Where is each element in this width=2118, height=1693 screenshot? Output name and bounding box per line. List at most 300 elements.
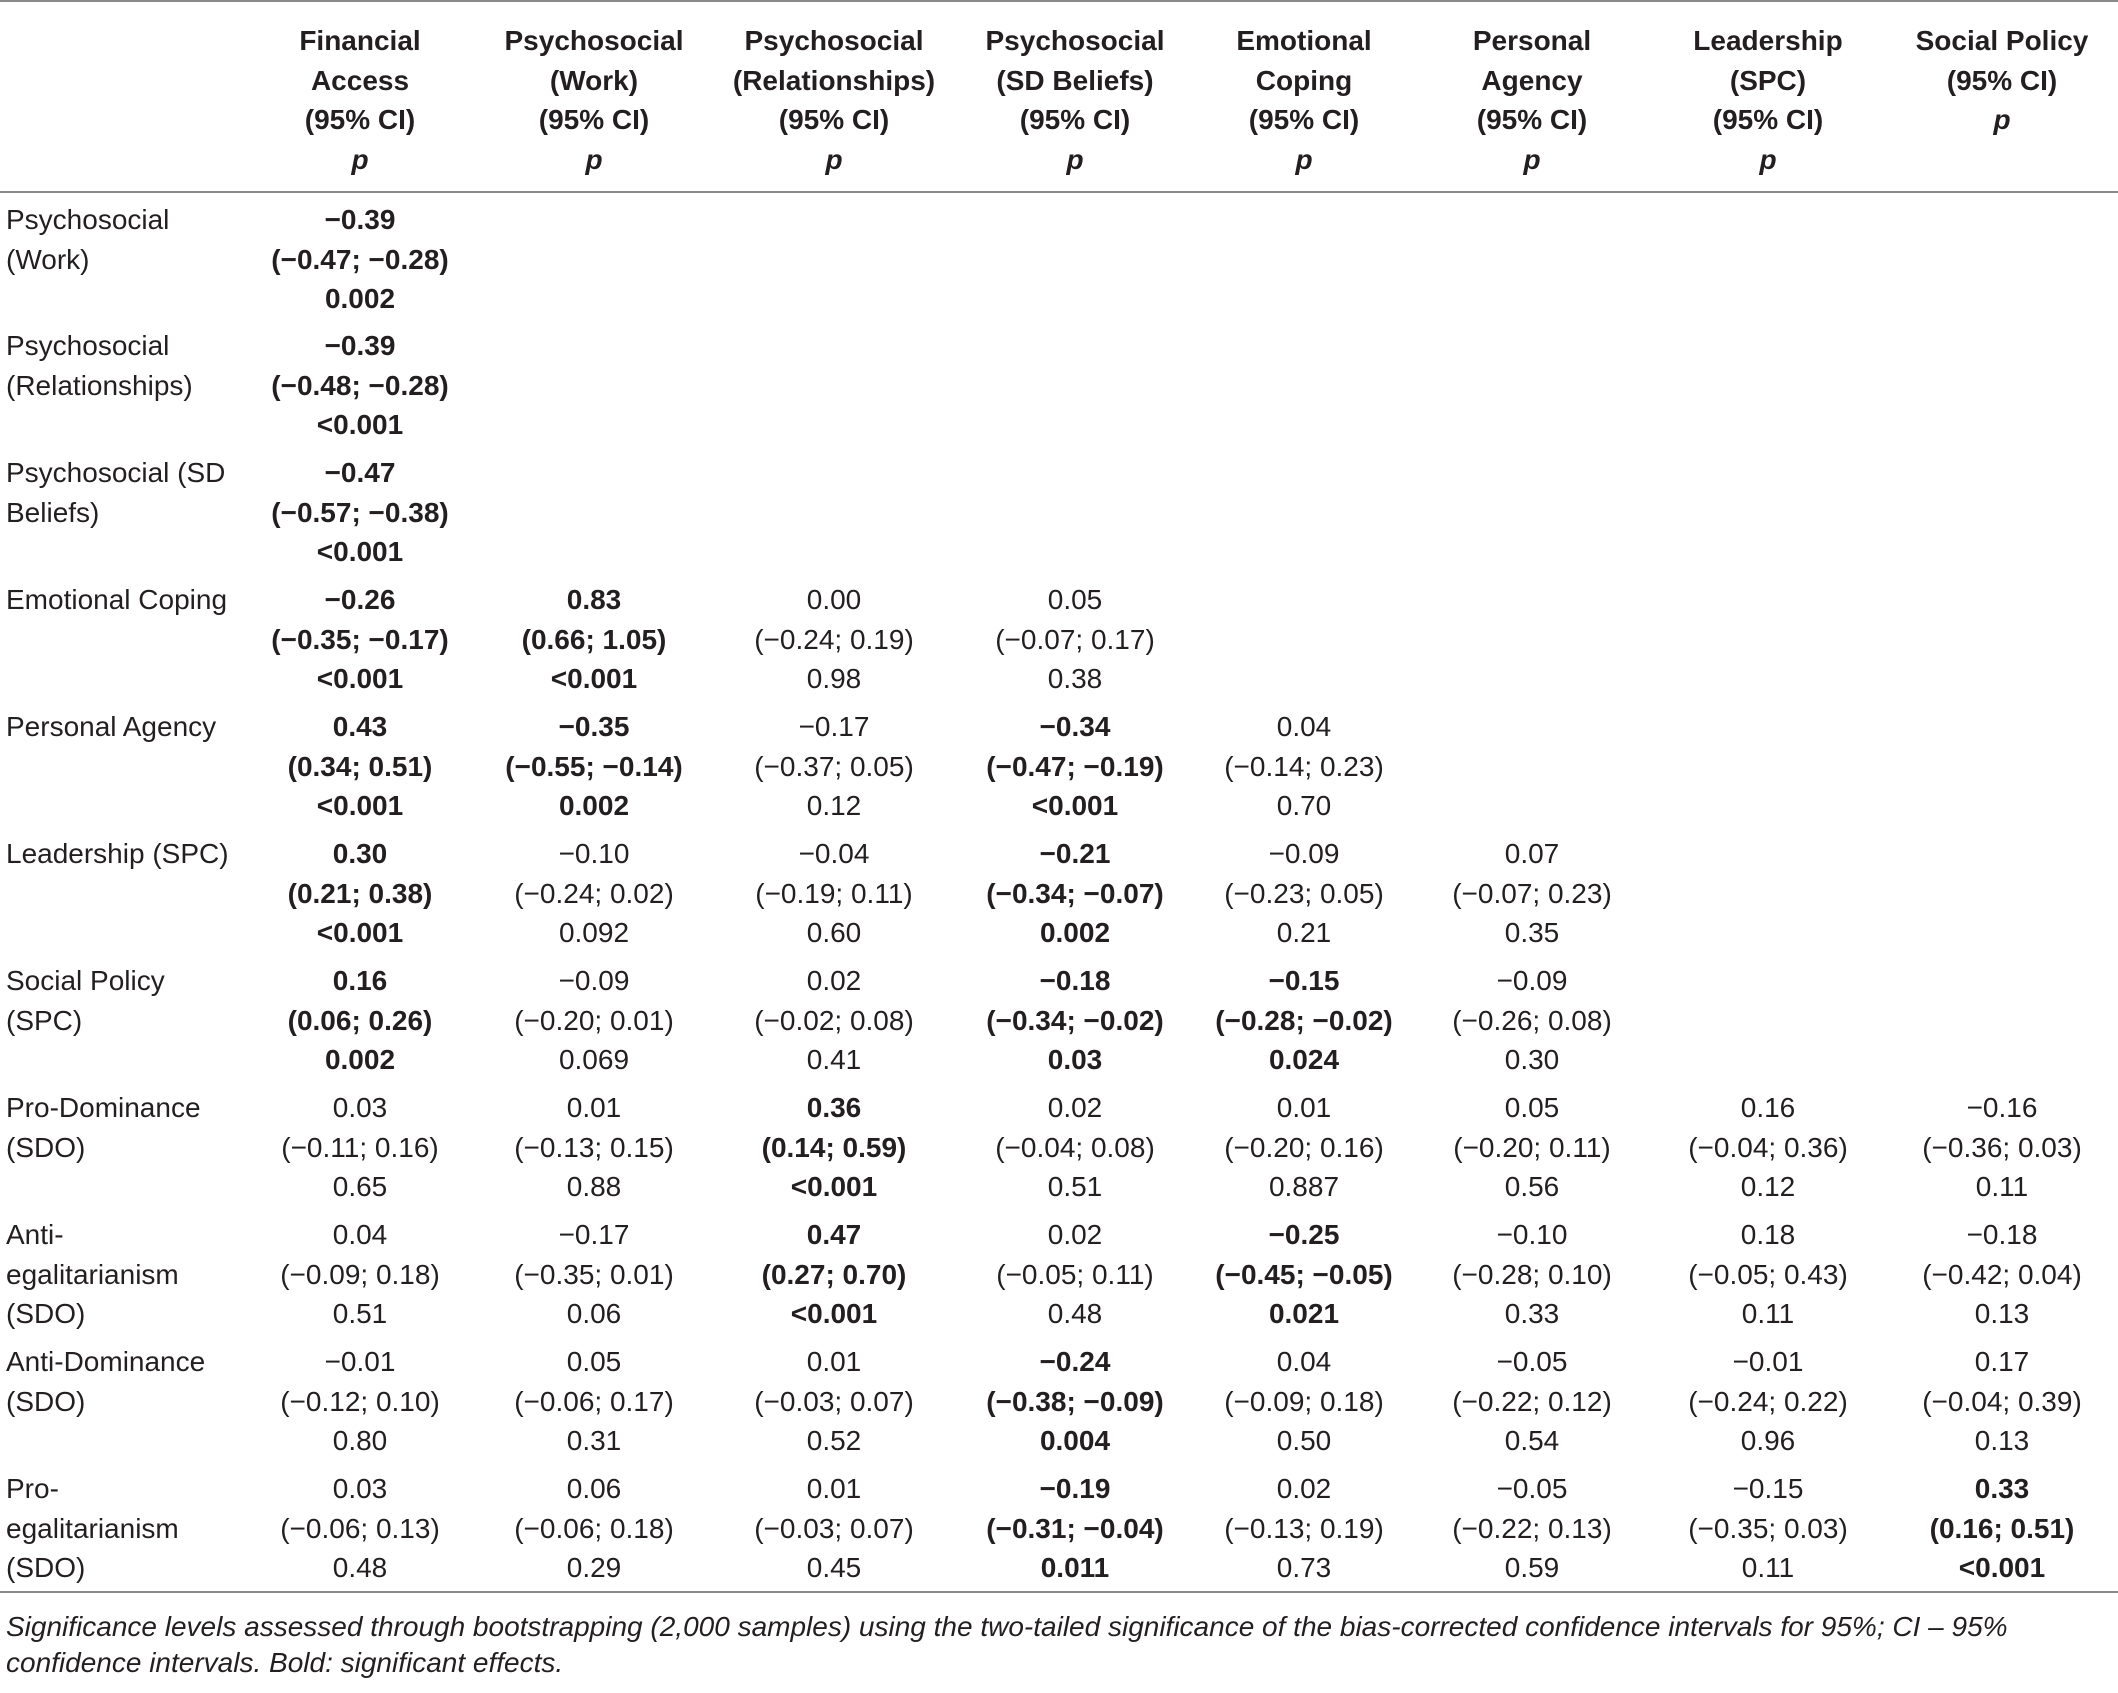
column-header-line: Psychosocial: [744, 25, 924, 56]
empty-cell: [476, 192, 712, 319]
row-label-emotional-coping: [0, 573, 244, 700]
cell-confidence-interval: (−0.04; 0.36): [1688, 1131, 1848, 1163]
column-header-line: Leadership: [1693, 25, 1843, 56]
empty-cell: [1650, 319, 1886, 446]
column-header-line: (95% CI): [538, 104, 650, 135]
table-cell: [244, 1208, 476, 1335]
table-cell: [244, 1081, 476, 1208]
table-header: [0, 1, 2118, 192]
cell-p-value: 0.11: [1741, 1298, 1795, 1330]
cell-confidence-interval: (0.16; 0.51): [1929, 1512, 2075, 1544]
table-cell: [1650, 1208, 1886, 1335]
cell-estimate: 0.04: [332, 1219, 388, 1250]
table-row-psychosocial-sd-beliefs: [0, 446, 2118, 573]
row-label-line: Personal Agency: [6, 711, 217, 742]
cell-estimate: −0.04: [798, 838, 870, 869]
cell-p-value: <0.001: [316, 790, 404, 822]
column-header-line: (SPC): [1729, 64, 1807, 96]
table-cell: [476, 1081, 712, 1208]
cell-estimate: 0.02: [1276, 1473, 1332, 1504]
table-cell: [1414, 1462, 1650, 1592]
table-footnote: Significance levels assessed through bootstrapping (2,000 samples) using the two-tailed significance of the bias-corrected confidence intervals for 95%; CI – 95% confidence intervals. Bold: significant effects.: [6, 1611, 2008, 1678]
empty-cell: [1650, 700, 1886, 827]
column-header-line: Emotional: [1236, 25, 1372, 56]
row-label-line: Beliefs): [6, 496, 100, 528]
cell-confidence-interval: (0.14; 0.59): [761, 1131, 907, 1163]
row-label-line: (SDO): [6, 1552, 86, 1584]
empty-cell: [1194, 192, 1414, 319]
cell-p-value: 0.03: [1047, 1044, 1103, 1076]
cell-estimate: −0.01: [324, 1346, 396, 1377]
empty-cell: [956, 319, 1194, 446]
cell-estimate: 0.17: [1974, 1346, 2030, 1377]
cell-confidence-interval: (−0.20; 0.01): [514, 1004, 674, 1036]
column-header-line: Coping: [1255, 64, 1353, 96]
cell-confidence-interval: (−0.22; 0.13): [1452, 1512, 1612, 1544]
cell-estimate: 0.01: [806, 1473, 862, 1504]
cell-estimate: 0.03: [332, 1092, 388, 1123]
row-label-line: egalitarianism: [6, 1512, 179, 1544]
table-cell: [1194, 827, 1414, 954]
cell-confidence-interval: (−0.38; −0.09): [986, 1385, 1164, 1417]
cell-estimate: −0.18: [1039, 965, 1111, 996]
column-header-social-policy: [1886, 1, 2118, 192]
empty-cell: [956, 446, 1194, 573]
table-cell: [476, 954, 712, 1081]
cell-confidence-interval: (−0.34; −0.07): [986, 877, 1164, 909]
row-label-line: (Work): [6, 243, 90, 275]
table-cell: [1886, 1208, 2118, 1335]
column-header-line: (95% CI): [1946, 64, 2058, 96]
row-label-line: Anti-Dominance: [6, 1346, 206, 1377]
row-label-line: (SDO): [6, 1131, 86, 1163]
cell-estimate: −0.47: [324, 457, 396, 488]
empty-cell: [1886, 954, 2118, 1081]
cell-confidence-interval: (−0.37; 0.05): [754, 750, 914, 782]
cell-p-value: <0.001: [316, 663, 404, 695]
cell-estimate: −0.25: [1268, 1219, 1340, 1250]
cell-confidence-interval: (−0.35; 0.01): [514, 1258, 674, 1290]
row-label-line: Psychosocial (SD: [6, 457, 226, 488]
table-cell: [244, 827, 476, 954]
cell-p-value: 0.88: [566, 1171, 622, 1203]
empty-cell: [1194, 319, 1414, 446]
cell-estimate: −0.15: [1268, 965, 1340, 996]
cell-p-value: 0.11: [1975, 1171, 2029, 1203]
column-header-p-label: p: [585, 143, 603, 175]
row-label-personal-agency: [0, 700, 244, 827]
cell-confidence-interval: (−0.24; 0.02): [514, 877, 674, 909]
cell-estimate: −0.09: [1268, 838, 1340, 869]
row-label-line: Pro-Dominance: [6, 1092, 201, 1123]
cell-estimate: 0.02: [1047, 1092, 1103, 1123]
empty-cell: [1414, 700, 1650, 827]
cell-p-value: 0.51: [1047, 1171, 1103, 1203]
table-row-social-policy-spc: [0, 954, 2118, 1081]
cell-confidence-interval: (−0.42; 0.04): [1922, 1258, 2082, 1290]
table-cell: [956, 827, 1194, 954]
cell-estimate: −0.10: [1496, 1219, 1568, 1250]
cell-p-value: 0.004: [1039, 1425, 1111, 1457]
column-header-line: (95% CI): [1248, 104, 1360, 135]
empty-cell: [956, 192, 1194, 319]
cell-confidence-interval: (−0.12; 0.10): [280, 1385, 440, 1417]
empty-cell: [712, 192, 956, 319]
table-cell: [956, 700, 1194, 827]
table-cell: [1194, 954, 1414, 1081]
column-header-line: Financial: [299, 25, 421, 56]
table-row-anti-egalitarianism-sdo: [0, 1208, 2118, 1335]
column-header-psychosocial-sd-beliefs: [956, 1, 1194, 192]
empty-cell: [1886, 319, 2118, 446]
cell-p-value: 0.59: [1504, 1552, 1560, 1584]
cell-confidence-interval: (−0.31; −0.04): [986, 1512, 1164, 1544]
empty-cell: [1650, 192, 1886, 319]
empty-cell: [1886, 700, 2118, 827]
empty-cell: [476, 446, 712, 573]
row-label-line: (SPC): [6, 1004, 83, 1036]
cell-p-value: 0.60: [806, 917, 862, 949]
cell-estimate: −0.09: [558, 965, 630, 996]
cell-confidence-interval: (−0.04; 0.39): [1922, 1385, 2082, 1417]
table-cell: [1414, 1208, 1650, 1335]
cell-confidence-interval: (−0.05; 0.43): [1688, 1258, 1848, 1290]
empty-cell: [1886, 573, 2118, 700]
column-header-p-label: p: [1295, 143, 1313, 175]
row-label-line: (SDO): [6, 1385, 86, 1417]
table-row-anti-dominance-sdo: [0, 1335, 2118, 1462]
empty-cell: [1194, 446, 1414, 573]
cell-confidence-interval: (−0.26; 0.08): [1452, 1004, 1612, 1036]
cell-p-value: 0.80: [332, 1425, 388, 1457]
cell-confidence-interval: (0.21; 0.38): [287, 877, 433, 909]
cell-confidence-interval: (−0.48; −0.28): [271, 369, 449, 401]
header-row: [0, 1, 2118, 192]
table-cell: [956, 954, 1194, 1081]
row-label-line: Anti-: [6, 1219, 64, 1250]
column-header-line: (95% CI): [1476, 104, 1588, 135]
cell-estimate: 0.33: [1974, 1473, 2030, 1504]
row-label-line: Psychosocial: [6, 330, 170, 361]
cell-p-value: 0.35: [1504, 917, 1560, 949]
cell-estimate: 0.18: [1740, 1219, 1796, 1250]
table-row-leadership-spc: [0, 827, 2118, 954]
cell-estimate: 0.02: [806, 965, 862, 996]
column-header-personal-agency: [1414, 1, 1650, 192]
column-header-line: (Work): [549, 64, 639, 96]
column-header-line: Social Policy: [1915, 25, 2089, 56]
table-cell: [712, 1335, 956, 1462]
cell-p-value: 0.98: [806, 663, 862, 695]
table-cell: [476, 1335, 712, 1462]
cell-p-value: <0.001: [316, 409, 404, 441]
table-cell: [244, 192, 476, 319]
cell-confidence-interval: (−0.28; 0.10): [1452, 1258, 1612, 1290]
empty-cell: [1194, 573, 1414, 700]
cell-confidence-interval: (−0.35; −0.17): [271, 623, 449, 655]
empty-cell: [1414, 192, 1650, 319]
table-cell: [1650, 1462, 1886, 1592]
cell-p-value: 0.13: [1974, 1298, 2030, 1330]
cell-confidence-interval: (0.66; 1.05): [521, 623, 667, 655]
empty-cell: [1650, 827, 1886, 954]
cell-estimate: 0.43: [332, 711, 388, 742]
cell-p-value: <0.001: [1958, 1552, 2046, 1584]
column-header-psychosocial-relationships: [712, 1, 956, 192]
cell-p-value: 0.54: [1504, 1425, 1560, 1457]
cell-estimate: 0.07: [1504, 838, 1560, 869]
cell-confidence-interval: (−0.06; 0.18): [514, 1512, 674, 1544]
cell-estimate: −0.21: [1039, 838, 1111, 869]
column-header-line: (SD Beliefs): [996, 64, 1154, 96]
column-header-emotional-coping: [1194, 1, 1414, 192]
cell-p-value: 0.06: [566, 1298, 622, 1330]
table-cell: [1194, 1081, 1414, 1208]
table-row-personal-agency: [0, 700, 2118, 827]
cell-confidence-interval: (−0.36; 0.03): [1922, 1131, 2082, 1163]
table-row-pro-egalitarianism-sdo: [0, 1462, 2118, 1592]
table-cell: [244, 700, 476, 827]
table-cell: [1886, 1462, 2118, 1592]
cell-p-value: 0.50: [1276, 1425, 1332, 1457]
cell-estimate: −0.05: [1496, 1473, 1568, 1504]
cell-estimate: 0.00: [806, 584, 862, 615]
table-cell: [712, 1208, 956, 1335]
column-header-psychosocial-work: [476, 1, 712, 192]
empty-cell: [1886, 827, 2118, 954]
cell-p-value: 0.024: [1268, 1044, 1340, 1076]
cell-p-value: 0.48: [332, 1552, 388, 1584]
cell-p-value: 0.96: [1740, 1425, 1796, 1457]
cell-confidence-interval: (−0.24; 0.19): [754, 623, 914, 655]
table-cell: [712, 1081, 956, 1208]
cell-p-value: 0.11: [1741, 1552, 1795, 1584]
table-cell: [956, 573, 1194, 700]
column-header-p-label: p: [825, 143, 843, 175]
cell-p-value: 0.70: [1276, 790, 1332, 822]
cell-estimate: −0.18: [1966, 1219, 2038, 1250]
row-label-pro-dominance-sdo: [0, 1081, 244, 1208]
cell-confidence-interval: (−0.28; −0.02): [1215, 1004, 1393, 1036]
cell-estimate: −0.19: [1039, 1473, 1111, 1504]
table-row-emotional-coping: [0, 573, 2118, 700]
cell-confidence-interval: (−0.24; 0.22): [1688, 1385, 1848, 1417]
column-header-leadership-spc: [1650, 1, 1886, 192]
cell-confidence-interval: (−0.47; −0.28): [271, 243, 449, 275]
row-label-line: (SDO): [6, 1298, 86, 1330]
cell-p-value: <0.001: [550, 663, 638, 695]
table-cell: [1886, 1335, 2118, 1462]
cell-confidence-interval: (0.27; 0.70): [761, 1258, 907, 1290]
empty-cell: [712, 446, 956, 573]
cell-p-value: 0.069: [558, 1044, 630, 1076]
stub-header: [0, 1, 244, 192]
table-cell: [1414, 827, 1650, 954]
cell-estimate: 0.05: [1504, 1092, 1560, 1123]
row-label-line: Leadership (SPC): [6, 838, 229, 869]
cell-confidence-interval: (−0.04; 0.08): [995, 1131, 1155, 1163]
column-header-p-label: p: [1523, 143, 1541, 175]
cell-estimate: −0.10: [558, 838, 630, 869]
cell-estimate: 0.05: [1047, 584, 1103, 615]
cell-estimate: −0.34: [1039, 711, 1111, 742]
cell-confidence-interval: (−0.03; 0.07): [754, 1385, 914, 1417]
cell-p-value: 0.30: [1504, 1044, 1560, 1076]
cell-p-value: 0.29: [566, 1552, 622, 1584]
row-label-line: Psychosocial: [6, 204, 170, 235]
cell-estimate: −0.01: [1732, 1346, 1804, 1377]
cell-p-value: 0.56: [1504, 1171, 1560, 1203]
column-header-line: Personal: [1472, 25, 1592, 56]
cell-estimate: 0.03: [332, 1473, 388, 1504]
table-cell: [956, 1081, 1194, 1208]
cell-estimate: 0.04: [1276, 1346, 1332, 1377]
cell-confidence-interval: (−0.57; −0.38): [271, 496, 449, 528]
cell-estimate: 0.30: [332, 838, 388, 869]
cell-p-value: 0.887: [1268, 1171, 1340, 1203]
cell-estimate: −0.35: [558, 711, 630, 742]
cell-confidence-interval: (−0.22; 0.12): [1452, 1385, 1612, 1417]
cell-p-value: <0.001: [790, 1298, 878, 1330]
column-header-line: Agency: [1481, 64, 1583, 96]
cell-p-value: 0.45: [806, 1552, 862, 1584]
row-label-line: Pro-: [6, 1473, 59, 1504]
empty-cell: [1650, 446, 1886, 573]
column-header-line: (95% CI): [1019, 104, 1131, 135]
cell-confidence-interval: (−0.23; 0.05): [1224, 877, 1384, 909]
cell-p-value: <0.001: [1031, 790, 1119, 822]
cell-confidence-interval: (−0.06; 0.13): [280, 1512, 440, 1544]
table-cell: [712, 700, 956, 827]
table-cell: [244, 319, 476, 446]
row-label-line: Emotional Coping: [6, 584, 228, 615]
empty-cell: [1414, 319, 1650, 446]
row-label-psychosocial-relationships: [0, 319, 244, 446]
table-cell: [1886, 1081, 2118, 1208]
cell-p-value: 0.48: [1047, 1298, 1103, 1330]
cell-estimate: −0.39: [324, 204, 396, 235]
cell-estimate: 0.06: [566, 1473, 622, 1504]
cell-p-value: 0.31: [566, 1425, 622, 1457]
cell-confidence-interval: (−0.20; 0.16): [1224, 1131, 1384, 1163]
cell-p-value: 0.12: [806, 790, 862, 822]
cell-estimate: −0.09: [1496, 965, 1568, 996]
cell-estimate: −0.39: [324, 330, 396, 361]
table-cell: [1414, 1081, 1650, 1208]
row-label-line: egalitarianism: [6, 1258, 179, 1290]
row-label-pro-egalitarianism-sdo: [0, 1462, 244, 1592]
empty-cell: [1886, 192, 2118, 319]
column-header-line: Access: [310, 64, 410, 96]
cell-confidence-interval: (−0.09; 0.18): [1224, 1385, 1384, 1417]
cell-p-value: 0.41: [806, 1044, 862, 1076]
table-row-psychosocial-work: [0, 192, 2118, 319]
table-cell: [956, 1462, 1194, 1592]
row-label-psychosocial-work: [0, 192, 244, 319]
cell-p-value: <0.001: [790, 1171, 878, 1203]
cell-estimate: −0.17: [558, 1219, 630, 1250]
empty-cell: [476, 319, 712, 446]
cell-confidence-interval: (−0.07; 0.17): [995, 623, 1155, 655]
cell-estimate: 0.01: [1276, 1092, 1332, 1123]
cell-estimate: 0.01: [566, 1092, 622, 1123]
cell-p-value: 0.021: [1268, 1298, 1340, 1330]
table-cell: [712, 827, 956, 954]
cell-p-value: 0.65: [332, 1171, 388, 1203]
column-header-p-label: p: [351, 143, 369, 175]
cell-confidence-interval: (−0.05; 0.11): [996, 1258, 1154, 1290]
table-cell: [1194, 700, 1414, 827]
cell-confidence-interval: (−0.45; −0.05): [1215, 1258, 1393, 1290]
table-cell: [956, 1335, 1194, 1462]
table-cell: [1194, 1335, 1414, 1462]
cell-estimate: 0.01: [806, 1346, 862, 1377]
table-row-pro-dominance-sdo: [0, 1081, 2118, 1208]
cell-p-value: 0.12: [1740, 1171, 1796, 1203]
row-label-line: (Relationships): [6, 369, 193, 401]
cell-estimate: 0.04: [1276, 711, 1332, 742]
column-header-p-label: p: [1066, 143, 1084, 175]
table-cell: [476, 1462, 712, 1592]
cell-estimate: 0.16: [1740, 1092, 1796, 1123]
cell-estimate: −0.16: [1966, 1092, 2038, 1123]
row-label-psychosocial-sd-beliefs: [0, 446, 244, 573]
cell-estimate: −0.26: [324, 584, 396, 615]
cell-confidence-interval: (−0.07; 0.23): [1452, 877, 1612, 909]
table-cell: [476, 827, 712, 954]
cell-confidence-interval: (−0.13; 0.15): [514, 1131, 674, 1163]
column-header-line: (Relationships): [732, 64, 936, 96]
row-label-line: Social Policy: [6, 965, 165, 996]
cell-estimate: 0.05: [566, 1346, 622, 1377]
cell-p-value: 0.002: [558, 790, 630, 822]
table-row-psychosocial-relationships: [0, 319, 2118, 446]
cell-estimate: −0.24: [1039, 1346, 1111, 1377]
cell-p-value: 0.73: [1276, 1552, 1332, 1584]
table-cell: [1414, 1335, 1650, 1462]
table-cell: [1650, 1081, 1886, 1208]
cell-p-value: 0.52: [806, 1425, 862, 1457]
empty-cell: [1414, 446, 1650, 573]
cell-p-value: <0.001: [316, 917, 404, 949]
cell-p-value: 0.092: [558, 917, 630, 949]
cell-confidence-interval: (−0.34; −0.02): [986, 1004, 1164, 1036]
table-cell: [244, 1335, 476, 1462]
table-cell: [1194, 1462, 1414, 1592]
cell-confidence-interval: (0.34; 0.51): [287, 750, 433, 782]
cell-p-value: 0.13: [1974, 1425, 2030, 1457]
cell-confidence-interval: (−0.11; 0.16): [281, 1131, 439, 1163]
cell-estimate: −0.05: [1496, 1346, 1568, 1377]
cell-p-value: <0.001: [316, 536, 404, 568]
cell-estimate: −0.17: [798, 711, 870, 742]
cell-confidence-interval: (−0.35; 0.03): [1688, 1512, 1848, 1544]
table-cell: [712, 954, 956, 1081]
table-cell: [712, 1462, 956, 1592]
cell-p-value: 0.51: [332, 1298, 388, 1330]
table-cell: [1194, 1208, 1414, 1335]
empty-cell: [1414, 573, 1650, 700]
column-header-line: (95% CI): [304, 104, 416, 135]
column-header-financial-access: [244, 1, 476, 192]
table-body: [0, 192, 2118, 1592]
cell-confidence-interval: (−0.55; −0.14): [505, 750, 683, 782]
table-cell: [476, 573, 712, 700]
cell-p-value: 0.011: [1040, 1552, 1110, 1584]
column-header-line: (95% CI): [1712, 104, 1824, 135]
cell-p-value: 0.21: [1276, 917, 1332, 949]
cell-estimate: 0.47: [806, 1219, 862, 1250]
